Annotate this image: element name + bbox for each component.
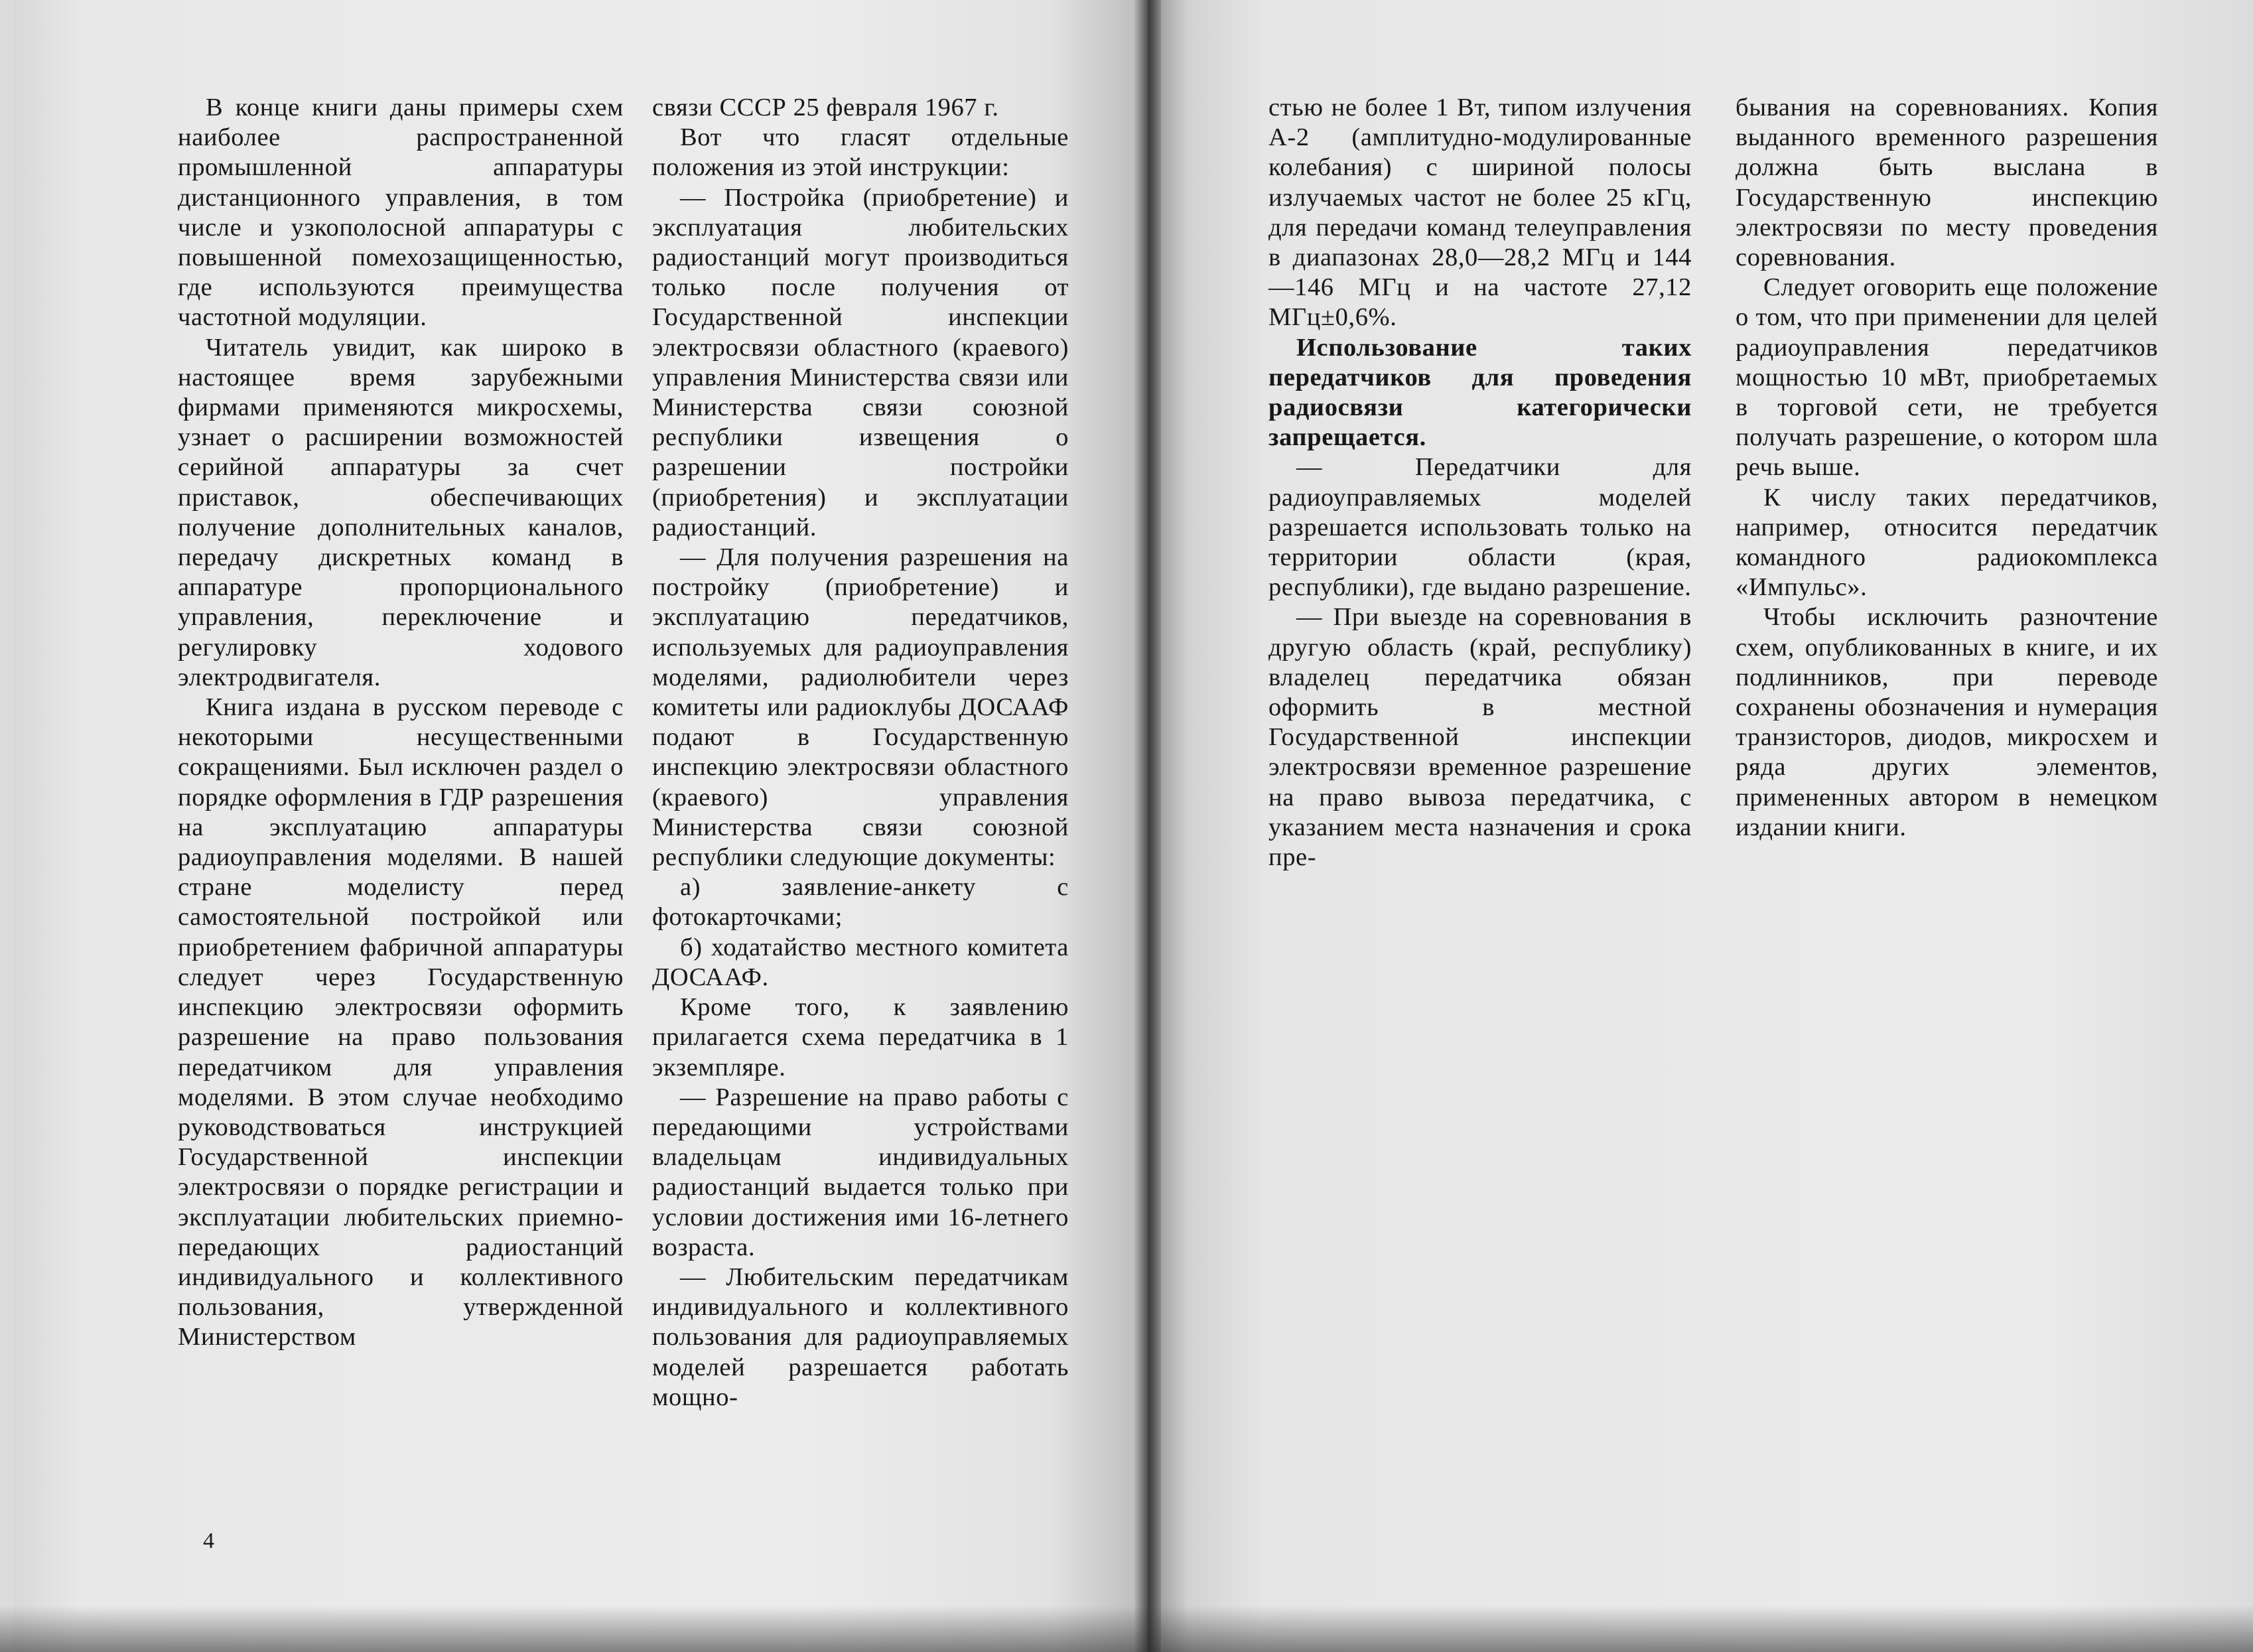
bold-paragraph: Использование таких передатчиков для проведения радиосвязи категорически запрещается.: [1268, 333, 1692, 452]
paragraph: — Для получения разрешения на постройку (приобретение) и эксплуатацию передатчиков, используемых для радиоуправления моделями, радиолюбители через комитеты или радиоклубы ДОСААФ подают в Государственную инспекцию электросвязи областного (краевого) управления Министерства связи союзной республики следующие документы:: [652, 543, 1069, 872]
paragraph: Вот что гласят отдельные положения из этой инструкции:: [652, 123, 1069, 182]
paragraph: — Передатчики для радиоуправляемых моделей разрешается использовать только на территории области (края, республики), где выдано разрешение.: [1268, 453, 1692, 602]
list-item: б) ходатайство местного комитета ДОСААФ.: [652, 933, 1069, 991]
text-column-1: [178, 93, 624, 1353]
paragraph: Книга издана в русском переводе с некоторыми несущественными сокращениями. Был исключен раздел о порядке оформления в ГДР разрешения на эксплуатацию аппаратуры радиоуправления моделями. В нашей стране моделисту перед самостоятельной постройкой или приобретением фабричной аппаратуры следует через Государственную инспекцию электросвязи оформить разрешение на право пользования передатчиком для управления моделями. В этом случае необходимо руководствоваться инструкцией Государственной инспекции электросвязи о порядке регистрации и эксплуатации любительских приемно-передающих радиостанций индивидуального и коллективного пользования, утвержденной Министерством: [178, 693, 624, 1351]
paragraph-continued: бывания на соревнованиях. Копия выданного временного разрешения должна быть выслана в Государственную инспекцию электросвязи по месту проведения соревнования.: [1736, 94, 2158, 272]
paragraph: — Любительским передатчикам индивидуального и коллективного пользования для радиоуправляемых моделей разрешается работать мощно-: [652, 1263, 1069, 1411]
list-item: а) заявление-анкету с фотокарточками;: [652, 873, 1069, 931]
bottom-edge-shadow: [0, 1606, 2253, 1652]
paragraph: Читатель увидит, как широко в настоящее время зарубежными фирмами применяются микросхемы, узнает о расширении возможностей серийной аппаратуры за счет приставок, обеспечивающих получение дополнительных каналов, передачу дискретных команд в аппаратуре пропорционального управления, переключение и регулировку ходового электродвигателя.: [178, 333, 624, 691]
paragraph: В конце книги даны примеры схем наиболее распространенной промышленной аппаратуры дистанционного управления, в том числе и узкополосной аппаратуры с повышенной помехозащищенностью, где используются преимущества частотной модуляции.: [178, 94, 624, 332]
text-column-2: [652, 93, 1069, 1412]
text-column-4: [1736, 93, 2158, 843]
paragraph-continued: стью не более 1 Вт, типом излучения А-2 (амплитудно-модулированные колебания) с шириной полосы излучаемых частот не более 25 кГц, для передачи команд телеуправления в диапазонах 28,0—28,2 МГц и 144—146 МГц и на частоте 27,12 МГц±0,6%.: [1268, 94, 1692, 332]
paragraph: Кроме того, к заявлению прилагается схема передатчика в 1 экземпляре.: [652, 993, 1069, 1081]
paragraph: — Постройка (приобретение) и эксплуатация любительских радиостанций могут производиться только после получения от Государственной инспекции электросвязи областного (краевого) управления Министерства связи или Министерства связи союзной республики извещения о разрешении постройки (приобретения) и эксплуатации радиостанций.: [652, 183, 1069, 541]
text-column-3: [1268, 93, 1692, 872]
paragraph: Чтобы исключить разночтение схем, опубликованных в книге, и их подлинников, при переводе сохранены обозначения и нумерация транзисторов, диодов, микросхем и ряда других элементов, примененных автором в немецком издании книги.: [1736, 603, 2158, 841]
paragraph-continued: связи СССР 25 февраля 1967 г.: [652, 94, 999, 121]
paragraph: — Разрешение на право работы с передающими устройствами владельцам индивидуальных радиостанций выдается только при условии достижения ими 16-летнего возраста.: [652, 1083, 1069, 1261]
book-gutter: [1134, 0, 1161, 1652]
paragraph: — При выезде на соревнования в другую область (край, республику) владелец передатчика обязан оформить в местной Государственной инспекции электросвязи временное разрешение на право вывоза передатчика, с указанием места назначения и срока пре-: [1268, 603, 1692, 872]
paragraph: К числу таких передатчиков, например, относится передатчик командного радиокомплекса «Импульс».: [1736, 483, 2158, 602]
paragraph: Следует оговорить еще положение о том, что при применении для целей радиоуправления передатчиков мощностью 10 мВт, приобретаемых в торговой сети, не требуется получать разрешение, о котором шла речь выше.: [1736, 273, 2158, 482]
page-number: 4: [203, 1529, 214, 1553]
